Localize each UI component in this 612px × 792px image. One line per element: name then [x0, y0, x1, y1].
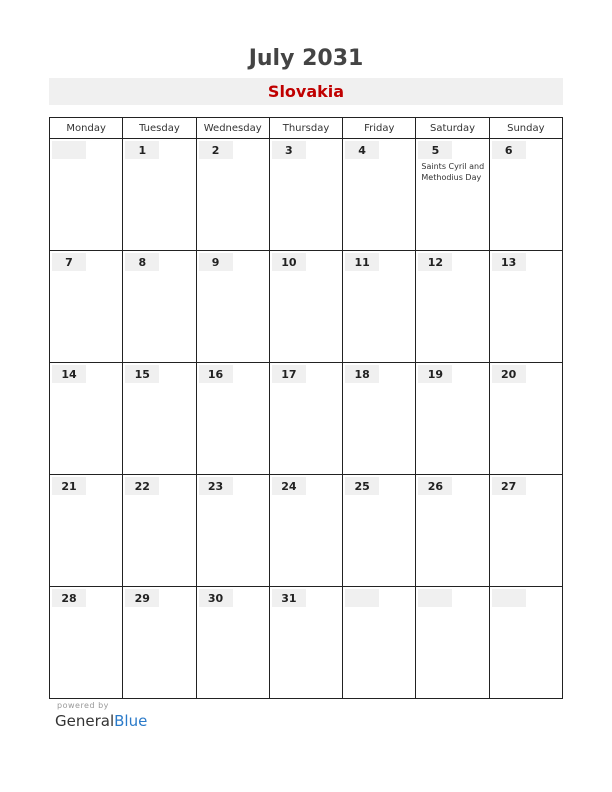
day-cell	[343, 251, 416, 362]
weekday-header: Wednesday	[197, 118, 270, 138]
day-cell	[490, 363, 562, 474]
weekday-header: Thursday	[270, 118, 343, 138]
day-cell	[197, 363, 270, 474]
week-row	[50, 139, 562, 251]
day-number: 29	[125, 589, 159, 607]
weekday-header: Sunday	[507, 122, 545, 134]
day-cell	[490, 251, 562, 362]
day-number	[418, 589, 452, 607]
day-number: 11	[345, 253, 379, 271]
day-cell	[123, 587, 196, 698]
day-number: 13	[492, 253, 526, 271]
day-number: 15	[125, 365, 159, 383]
day-number: 14	[52, 365, 86, 383]
day-cell	[270, 363, 343, 474]
day-cell	[197, 475, 270, 586]
day-number: 16	[199, 365, 233, 383]
day-number	[52, 141, 86, 159]
weekday-header: Tuesday	[123, 118, 196, 138]
day-number: 27	[492, 477, 526, 495]
day-cell	[197, 139, 270, 250]
brand-blue-text: Blue	[114, 712, 148, 730]
day-number: 6	[492, 141, 526, 159]
day-number: 10	[272, 253, 306, 271]
day-number: 9	[199, 253, 233, 271]
day-cell	[490, 587, 562, 698]
day-number: 24	[272, 477, 306, 495]
weekday-header-row	[50, 118, 562, 139]
day-number: 7	[52, 253, 86, 271]
weekday-header: Monday	[50, 118, 123, 138]
country-name: Slovakia	[267, 82, 345, 101]
day-number: 26	[418, 477, 452, 495]
day-cell	[416, 251, 489, 362]
day-cell	[490, 139, 562, 250]
day-number: 17	[272, 365, 306, 383]
calendar-title: July 2031	[248, 46, 364, 71]
day-number: 21	[52, 477, 86, 495]
day-number: 25	[345, 477, 379, 495]
week-row	[50, 587, 562, 698]
day-cell	[197, 251, 270, 362]
day-number: 19	[418, 365, 452, 383]
day-cell	[123, 475, 196, 586]
day-number	[492, 589, 526, 607]
day-cell	[416, 363, 489, 474]
country-banner	[49, 78, 563, 105]
day-cell	[123, 139, 196, 250]
brand-logo	[55, 712, 147, 730]
day-number: 18	[345, 365, 379, 383]
day-cell	[50, 475, 123, 586]
weekday-header: Saturday	[416, 118, 489, 138]
day-cell	[197, 587, 270, 698]
calendar-grid	[49, 117, 563, 699]
week-row	[50, 251, 562, 363]
day-number	[345, 589, 379, 607]
day-number: 22	[125, 477, 159, 495]
day-number: 2	[199, 141, 233, 159]
day-cell	[270, 251, 343, 362]
day-cell	[416, 139, 489, 250]
brand-general-text: General	[55, 712, 115, 730]
day-cell	[50, 363, 123, 474]
powered-by-text: powered by	[57, 701, 109, 710]
day-cell	[50, 251, 123, 362]
day-number: 23	[199, 477, 233, 495]
week-row	[50, 363, 562, 475]
day-cell	[343, 475, 416, 586]
day-number: 3	[272, 141, 306, 159]
day-cell	[343, 363, 416, 474]
day-number: 4	[345, 141, 379, 159]
day-cell	[490, 475, 562, 586]
day-cell	[343, 587, 416, 698]
day-cell	[416, 587, 489, 698]
day-number: 5	[418, 141, 452, 159]
day-cell	[343, 139, 416, 250]
day-cell	[416, 475, 489, 586]
day-number: 28	[52, 589, 86, 607]
day-number: 30	[199, 589, 233, 607]
day-number: 12	[418, 253, 452, 271]
day-number: 1	[125, 141, 159, 159]
day-number: 20	[492, 365, 526, 383]
weeks-container	[50, 139, 562, 698]
day-cell	[123, 251, 196, 362]
weekday-header: Friday	[343, 118, 416, 138]
day-cell	[270, 587, 343, 698]
day-cell	[270, 139, 343, 250]
day-cell	[50, 139, 123, 250]
day-cell	[50, 587, 123, 698]
week-row	[50, 475, 562, 587]
day-cell	[123, 363, 196, 474]
day-number: 31	[272, 589, 306, 607]
day-cell	[270, 475, 343, 586]
holiday-label: Saints Cyril and Methodius Day	[421, 162, 485, 182]
day-number: 8	[125, 253, 159, 271]
